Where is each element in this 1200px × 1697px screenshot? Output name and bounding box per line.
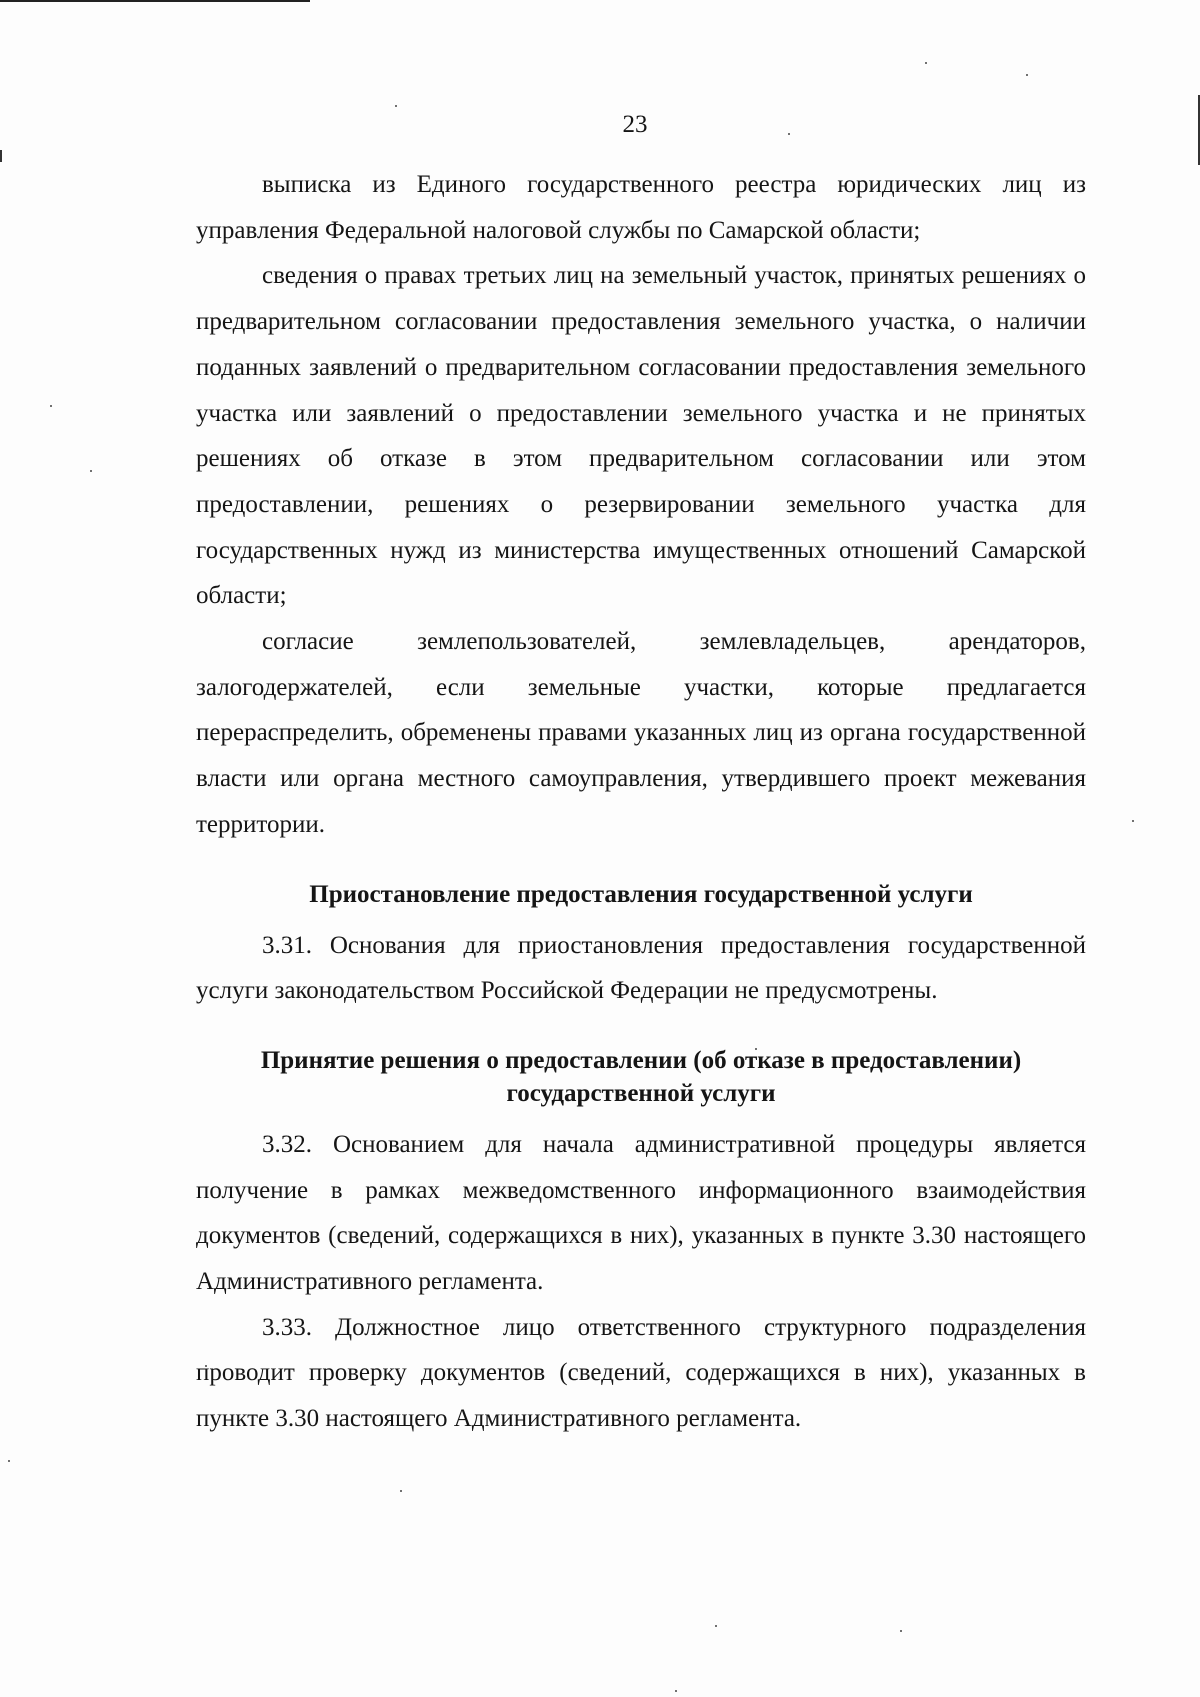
scan-border-artifact [0, 0, 310, 2]
scan-speck [675, 1690, 677, 1692]
scan-speck [90, 470, 92, 472]
scan-speck [900, 1630, 902, 1632]
scan-speck [715, 1625, 717, 1627]
scan-speck [400, 1490, 402, 1492]
section-heading-decision: Принятие решения о предоставлении (об отказе в предоставлении) государственной услуги [260, 1046, 1022, 1107]
scan-speck [8, 1460, 10, 1462]
paragraph-consent: согласие землепользователей, землевладельцев, арендаторов, залогодержателей, если земельные участки, которые предлагается перераспределить, обременены правами указанных лиц из органа государственной власти или органа местного самоуправления, утвердившего проект межевания территории. [196, 628, 1086, 838]
scan-speck [50, 405, 52, 407]
document-body [196, 162, 1086, 1442]
paragraph-3-32: 3.32. Основанием для начала административной процедуры является получение в рамках межведомственного информационного взаимодействия документов (сведений, содержащихся в них), указанных в пункте 3.30 настоящего Административного регламента. [196, 1130, 1086, 1296]
scan-speck [395, 105, 397, 107]
paragraph-3-33: 3.33. Должностное лицо ответственного структурного подразделения проводит проверку документов (сведений, содержащихся в них), указанных в пункте 3.30 настоящего Административного регламента. [196, 1313, 1086, 1433]
scan-speck [925, 62, 927, 64]
scan-edge-artifact [0, 150, 2, 162]
scan-speck [1132, 820, 1134, 822]
paragraph-3-31: 3.31. Основания для приостановления предоставления государственной услуги законодательством Российской Федерации не предусмотрены. [196, 931, 1086, 1005]
paragraph-third-party-rights: сведения о правах третьих лиц на земельный участок, принятых решениях о предварительном согласовании предоставления земельного участка, о наличии поданных заявлений о предварительном согласовании предоставления земельного участка или заявлений о предоставлении земельного участка и не принятых решениях об отказе в этом предварительном согласовании или этом предоставлении, решениях о резервировании земельного участка для государственных нужд из министерства имущественных отношений Самарской области; [196, 262, 1086, 610]
page-number: 23 [622, 111, 648, 138]
scan-speck [1026, 74, 1028, 76]
paragraph-egrul-extract: выписка из Единого государственного реестра юридических лиц из управления Федеральной налоговой службы по Самарской области; [196, 171, 1086, 244]
section-heading-suspension: Приостановление предоставления государственной услуги [309, 880, 973, 908]
